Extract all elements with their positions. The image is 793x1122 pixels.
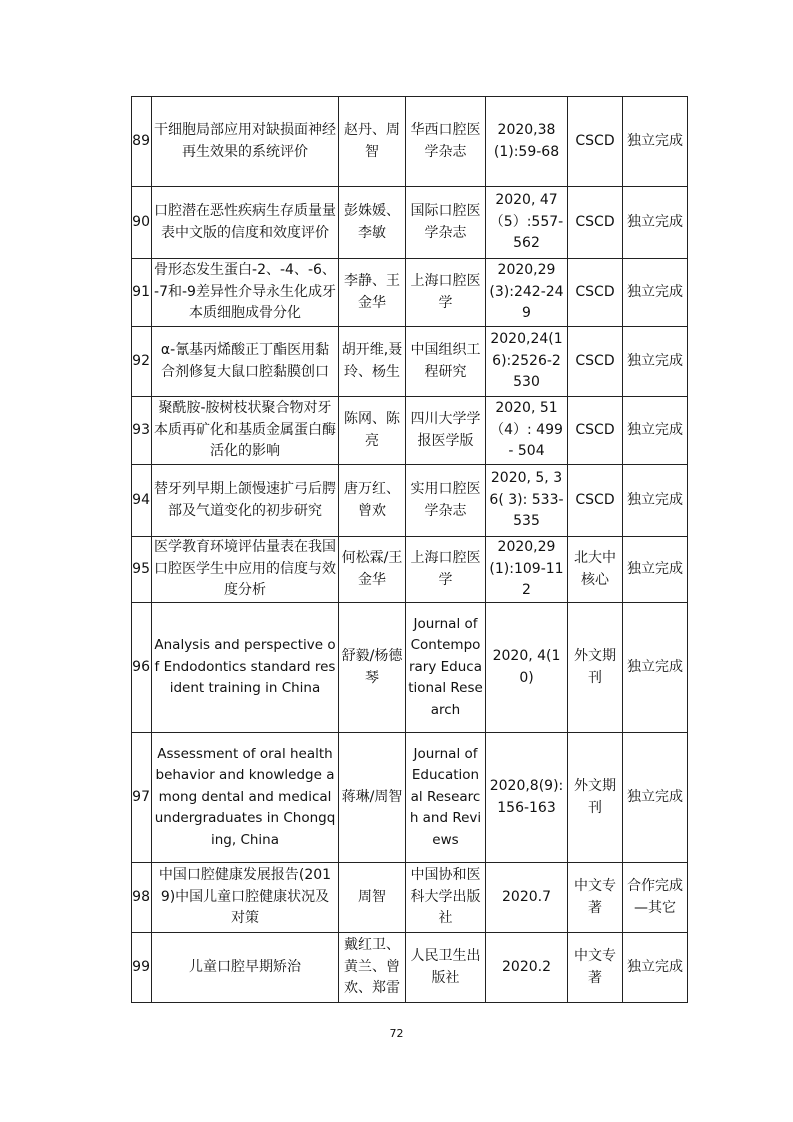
paper-title: 儿童口腔早期矫治 [152, 933, 339, 1003]
row-number: 98 [132, 863, 152, 933]
journal-name: Journal of Educational Research and Reviews [406, 733, 486, 863]
table-row [132, 603, 688, 733]
index-category: 中文专著 [568, 863, 623, 933]
index-category: CSCD [568, 259, 623, 327]
authors: 唐万红、曾欢 [339, 465, 406, 537]
journal-name: 人民卫生出版社 [406, 933, 486, 1003]
journal-name: 四川大学学报医学版 [406, 397, 486, 465]
completion-status: 独立完成 [623, 397, 688, 465]
journal-name: 中国组织工程研究 [406, 327, 486, 397]
row-number: 97 [132, 733, 152, 863]
authors: 李静、王金华 [339, 259, 406, 327]
table-row [132, 537, 688, 603]
completion-status: 独立完成 [623, 259, 688, 327]
page-number: 72 [389, 1027, 404, 1040]
authors: 陈网、陈亮 [339, 397, 406, 465]
index-category: CSCD [568, 465, 623, 537]
paper-title: 骨形态发生蛋白-2、-4、-6、-7和-9差异性介导永生化成牙本质细胞成骨分化 [152, 259, 339, 327]
volume-pages: 2020, 51（4）: 499 - 504 [486, 397, 568, 465]
volume-pages: 2020,29(1):109-112 [486, 537, 568, 603]
authors: 舒毅/杨德琴 [339, 603, 406, 733]
completion-status: 独立完成 [623, 97, 688, 187]
paper-title: 替牙列早期上颌慢速扩弓后腭部及气道变化的初步研究 [152, 465, 339, 537]
completion-status: 独立完成 [623, 933, 688, 1003]
index-category: 北大中核心 [568, 537, 623, 603]
paper-title: α-氰基丙烯酸正丁酯医用黏合剂修复大鼠口腔黏膜创口 [152, 327, 339, 397]
paper-title: 聚酰胺-胺树枝状聚合物对牙本质再矿化和基质金属蛋白酶活化的影响 [152, 397, 339, 465]
completion-status: 独立完成 [623, 733, 688, 863]
journal-name: 实用口腔医学杂志 [406, 465, 486, 537]
row-number: 96 [132, 603, 152, 733]
paper-title: Analysis and perspective of Endodontics standard resident training in China [152, 603, 339, 733]
authors: 何松霖/王金华 [339, 537, 406, 603]
completion-status: 合作完成—其它 [623, 863, 688, 933]
table-row [132, 465, 688, 537]
publication-table [131, 96, 688, 1003]
completion-status: 独立完成 [623, 603, 688, 733]
table-row [132, 97, 688, 187]
index-category: CSCD [568, 187, 623, 259]
volume-pages: 2020,24(16):2526-2530 [486, 327, 568, 397]
journal-name: 上海口腔医学 [406, 259, 486, 327]
table-row [132, 327, 688, 397]
volume-pages: 2020,38(1):59-68 [486, 97, 568, 187]
index-category: CSCD [568, 327, 623, 397]
completion-status: 独立完成 [623, 465, 688, 537]
journal-name: 国际口腔医学杂志 [406, 187, 486, 259]
row-number: 94 [132, 465, 152, 537]
journal-name: 华西口腔医学杂志 [406, 97, 486, 187]
row-number: 89 [132, 97, 152, 187]
paper-title: 口腔潜在恶性疾病生存质量量表中文版的信度和效度评价 [152, 187, 339, 259]
completion-status: 独立完成 [623, 537, 688, 603]
row-number: 90 [132, 187, 152, 259]
volume-pages: 2020.2 [486, 933, 568, 1003]
index-category: CSCD [568, 397, 623, 465]
authors: 蒋琳/周智 [339, 733, 406, 863]
paper-title: 中国口腔健康发展报告(2019)中国儿童口腔健康状况及对策 [152, 863, 339, 933]
index-category: 中文专著 [568, 933, 623, 1003]
journal-name: 中国协和医科大学出版社 [406, 863, 486, 933]
table-body [132, 97, 688, 1003]
paper-title: 干细胞局部应用对缺损面神经再生效果的系统评价 [152, 97, 339, 187]
volume-pages: 2020,8(9):156-163 [486, 733, 568, 863]
table-row [132, 187, 688, 259]
index-category: CSCD [568, 97, 623, 187]
table-row [132, 259, 688, 327]
volume-pages: 2020, 5, 36( 3): 533-535 [486, 465, 568, 537]
paper-title: 医学教育环境评估量表在我国口腔医学生中应用的信度与效度分析 [152, 537, 339, 603]
authors: 彭姝媛、李敏 [339, 187, 406, 259]
table-row [132, 397, 688, 465]
index-category: 外文期刊 [568, 603, 623, 733]
authors: 胡开维,聂玲、杨生 [339, 327, 406, 397]
row-number: 99 [132, 933, 152, 1003]
authors: 赵丹、周智 [339, 97, 406, 187]
table-row [132, 863, 688, 933]
row-number: 91 [132, 259, 152, 327]
table-row [132, 933, 688, 1003]
journal-name: 上海口腔医学 [406, 537, 486, 603]
authors: 戴红卫、黄兰、曾欢、郑雷 [339, 933, 406, 1003]
completion-status: 独立完成 [623, 327, 688, 397]
authors: 周智 [339, 863, 406, 933]
row-number: 92 [132, 327, 152, 397]
volume-pages: 2020,29(3):242-249 [486, 259, 568, 327]
row-number: 93 [132, 397, 152, 465]
row-number: 95 [132, 537, 152, 603]
journal-name: Journal of Contemporary Educational Research [406, 603, 486, 733]
index-category: 外文期刊 [568, 733, 623, 863]
completion-status: 独立完成 [623, 187, 688, 259]
volume-pages: 2020, 4(10) [486, 603, 568, 733]
volume-pages: 2020.7 [486, 863, 568, 933]
volume-pages: 2020, 47（5）:557-562 [486, 187, 568, 259]
table-row [132, 733, 688, 863]
paper-title: Assessment of oral health behavior and knowledge among dental and medical undergraduates in Chongqing, China [152, 733, 339, 863]
